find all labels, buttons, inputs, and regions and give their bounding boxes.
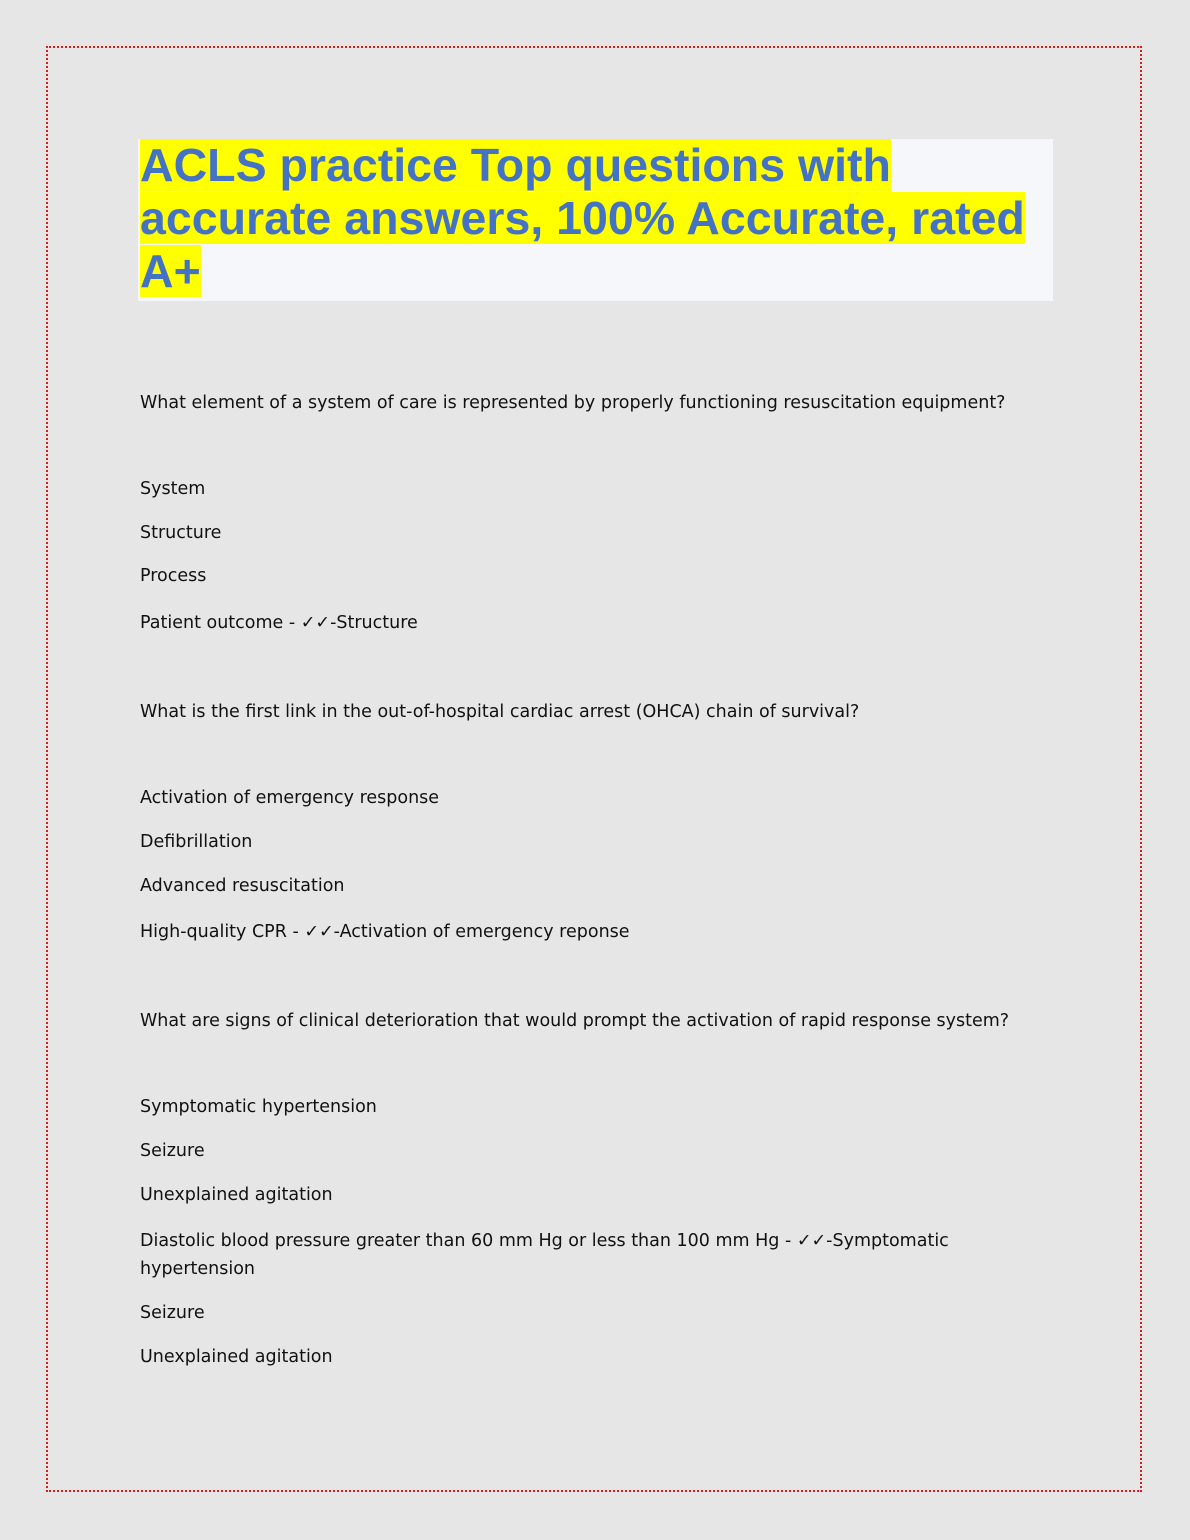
answer-option: Process <box>140 566 207 586</box>
page-title <box>138 139 1053 298</box>
answer-option-with-key: High-quality CPR - ✓✓-Activation of emergency reponse <box>140 922 630 942</box>
question-text: What are signs of clinical deterioration that would prompt the activation of rapid response system? <box>140 1011 1010 1031</box>
answer-option-with-key: Patient outcome - ✓✓-Structure <box>140 613 418 633</box>
answer-option: Advanced resuscitation <box>140 876 345 896</box>
title-block <box>138 139 1053 301</box>
answer-option: Symptomatic hypertension <box>140 1097 377 1117</box>
answer-option: Defibrillation <box>140 832 253 852</box>
answer-option-with-key: Diastolic blood pressure greater than 60 mm Hg or less than 100 mm Hg - ✓✓-Symptomatic hypertension <box>140 1231 949 1279</box>
answer-option: Unexplained agitation <box>140 1185 333 1205</box>
answer-option: Seizure <box>140 1141 205 1161</box>
page-title-text: ACLS practice Top questions with accurate answers, 100% Accurate, rated A+ <box>140 139 1025 297</box>
question-text: What element of a system of care is represented by properly functioning resuscitation equipment? <box>140 393 1006 413</box>
answer-option: Structure <box>140 523 222 543</box>
answer-option: Seizure <box>140 1303 205 1323</box>
answer-option: Activation of emergency response <box>140 788 440 808</box>
answer-option: Unexplained agitation <box>140 1347 333 1367</box>
question-text: What is the first link in the out-of-hospital cardiac arrest (OHCA) chain of survival? <box>140 702 860 722</box>
answer-option: System <box>140 479 206 499</box>
